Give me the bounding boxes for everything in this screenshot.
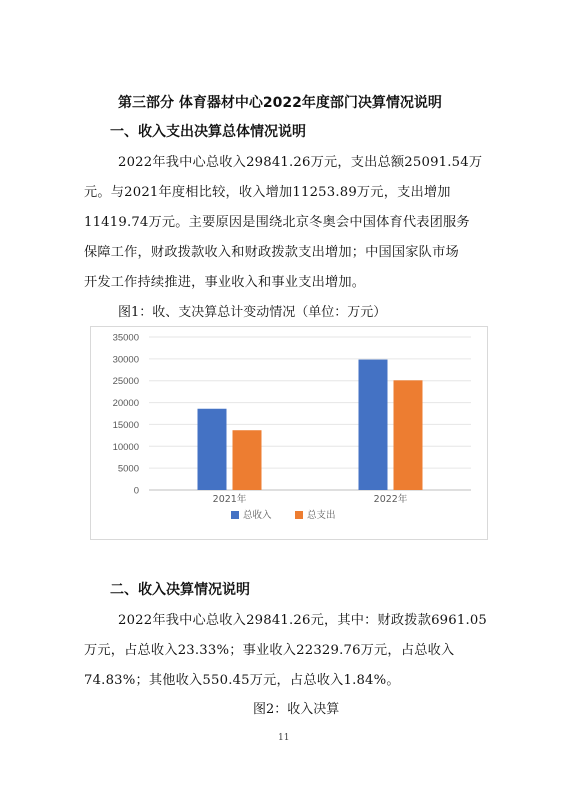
y-tick-label: 0 (133, 485, 139, 497)
figure-caption-2: 图2：收入决算 (253, 702, 340, 717)
paragraph-line: 74.83%；其他收入550.45万元，占总收入1.84%。 (84, 673, 400, 688)
y-tick-label: 25000 (112, 376, 139, 388)
paragraph-line: 2022年我中心总收入29841.26元，其中：财政拨款6961.05 (118, 613, 488, 628)
page-title: 第三部分 体育器材中心2022年度部门决算情况说明 (118, 95, 442, 111)
legend-label: 总收入 (243, 510, 272, 521)
legend-swatch (231, 511, 239, 519)
section-heading-1: 一、收入支出决算总体情况说明 (110, 124, 306, 140)
paragraph-line: 万元，占总收入23.33%；事业收入22329.76万元，占总收入 (84, 643, 455, 658)
bar (198, 409, 227, 490)
bar (394, 380, 423, 490)
y-tick-label: 10000 (112, 441, 139, 453)
bar (359, 360, 388, 490)
bar (233, 430, 262, 490)
page-number: 11 (278, 733, 290, 743)
paragraph-line: 元。与2021年度相比较，收入增加11253.89万元，支出增加 (84, 185, 451, 200)
y-tick-label: 30000 (112, 354, 139, 366)
paragraph-line: 2022年我中心总收入29841.26万元，支出总额25091.54万 (118, 155, 483, 170)
paragraph-line: 保障工作，财政拨款收入和财政拨款支出增加；中国国家队市场 (84, 245, 459, 260)
legend-swatch (295, 511, 303, 519)
paragraph-line: 开发工作持续推进，事业收入和事业支出增加。 (84, 275, 366, 290)
legend-label: 总支出 (307, 510, 336, 521)
chart-container (90, 326, 488, 540)
paragraph-line: 11419.74万元。主要原因是围绕北京冬奥会中国体育代表团服务 (84, 215, 470, 230)
section-heading-2: 二、收入决算情况说明 (110, 582, 250, 598)
y-tick-label: 35000 (112, 332, 139, 344)
bar-chart (91, 327, 487, 539)
x-tick-label: 2021年 (212, 494, 247, 505)
y-tick-label: 20000 (112, 398, 139, 410)
figure-caption-1: 图1：收、支决算总计变动情况（单位：万元） (118, 305, 387, 320)
x-tick-label: 2022年 (373, 494, 408, 505)
y-tick-label: 5000 (117, 463, 139, 475)
y-tick-label: 15000 (112, 419, 139, 431)
